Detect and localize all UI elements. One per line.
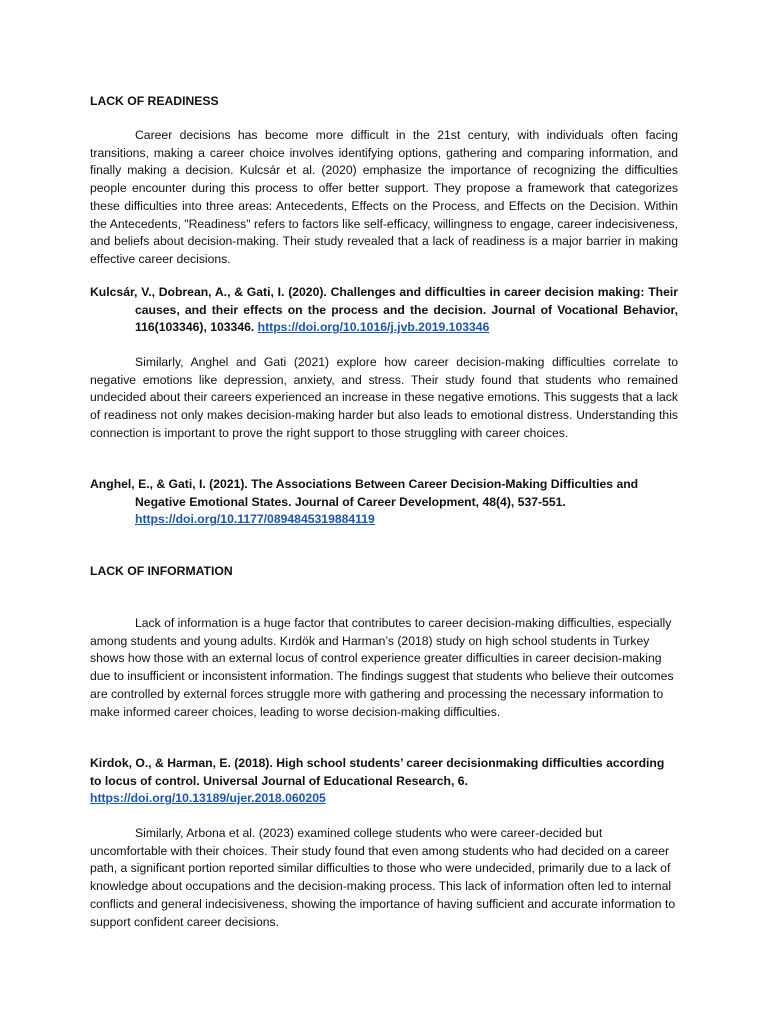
reference-kulcsar-text: Kulcsár, V., Dobrean, A., & Gati, I. (2020). Challenges and difficulties in career decision making: Their causes, and their effects on the process and the decision. Journal of Vocational Behavior, 116(103346), 103346. [90,285,678,335]
reference-kirdok [90,755,678,808]
reference-kirdok-link[interactable]: https://doi.org/10.13189/ujer.2018.060205 [90,791,326,806]
reference-kirdok-text: Kirdok, O., & Harman, E. (2018). High school students’ career decisionmaking difficulties according to locus of control. Universal Journal of Educational Research, 6. [90,756,665,788]
reference-anghel-text: Anghel, E., & Gati, I. (2021). The Associations Between Career Decision-Making Difficulties and Negative Emotional States. Journal of Career Development, 48(4), 537-551. [90,477,639,509]
section-heading-information: LACK OF INFORMATION [90,564,233,578]
readiness-paragraph-2: Similarly, Anghel and Gati (2021) explore how career decision-making difficulties correlate to negative emotions like depression, anxiety, and stress. Their study found that students who remained undecided about their careers experienced an increase in these negative emotions. This suggests that a lack of readiness not only makes decision-making harder but also leads to emotional distress. Understanding this connection is important to prove the right support to those struggling with career choices. [90,355,678,440]
reference-kulcsar [90,284,678,337]
readiness-paragraph-1: Career decisions has become more difficult in the 21st century, with individuals often facing transitions, making a career choice involves identifying options, gathering and comparing information, and finally making a decision. Kulcsár et al. (2020) emphasize the importance of recognizing the difficulties people encounter during this process to offer better support. They propose a framework that categorizes these difficulties into three areas: Antecedents, Effects on the Process, and Effects on the Decision. Within the Antecedents, "Readiness" refers to factors like self-efficacy, willingness to engage, career indecisiveness, and beliefs about decision-making. Their study revealed that a lack of readiness is a major barrier in making effective career decisions. [90,128,678,266]
reference-kulcsar-link[interactable]: https://doi.org/10.1016/j.jvb.2019.103346 [257,320,490,335]
reference-anghel-link[interactable]: https://doi.org/10.1177/0894845319884119 [135,512,375,527]
reference-anghel [90,476,678,529]
information-paragraph-1: Lack of information is a huge factor that contributes to career decision-making difficulties, especially among students and young adults. Kırdök and Harman’s (2018) study on high school students in Turkey shows how those with an external locus of control experience greater difficulties in career decision-making due to insufficient or inconsistent information. The findings suggest that students who believe their outcomes are controlled by external forces struggle more with gathering and processing the necessary information to make informed career choices, leading to worse decision-making difficulties. [90,616,674,719]
information-paragraph-2: Similarly, Arbona et al. (2023) examined college students who were career-decided but uncomfortable with their choices. Their study found that even among students who had decided on a career path, a significant portion reported similar difficulties to those who were undecided, primarily due to a lack of knowledge about occupations and the decision-making process. This lack of information often led to internal conflicts and general indecisiveness, showing the importance of having sufficient and accurate information to support confident career decisions. [90,826,676,929]
section-heading-readiness: LACK OF READINESS [90,94,219,108]
